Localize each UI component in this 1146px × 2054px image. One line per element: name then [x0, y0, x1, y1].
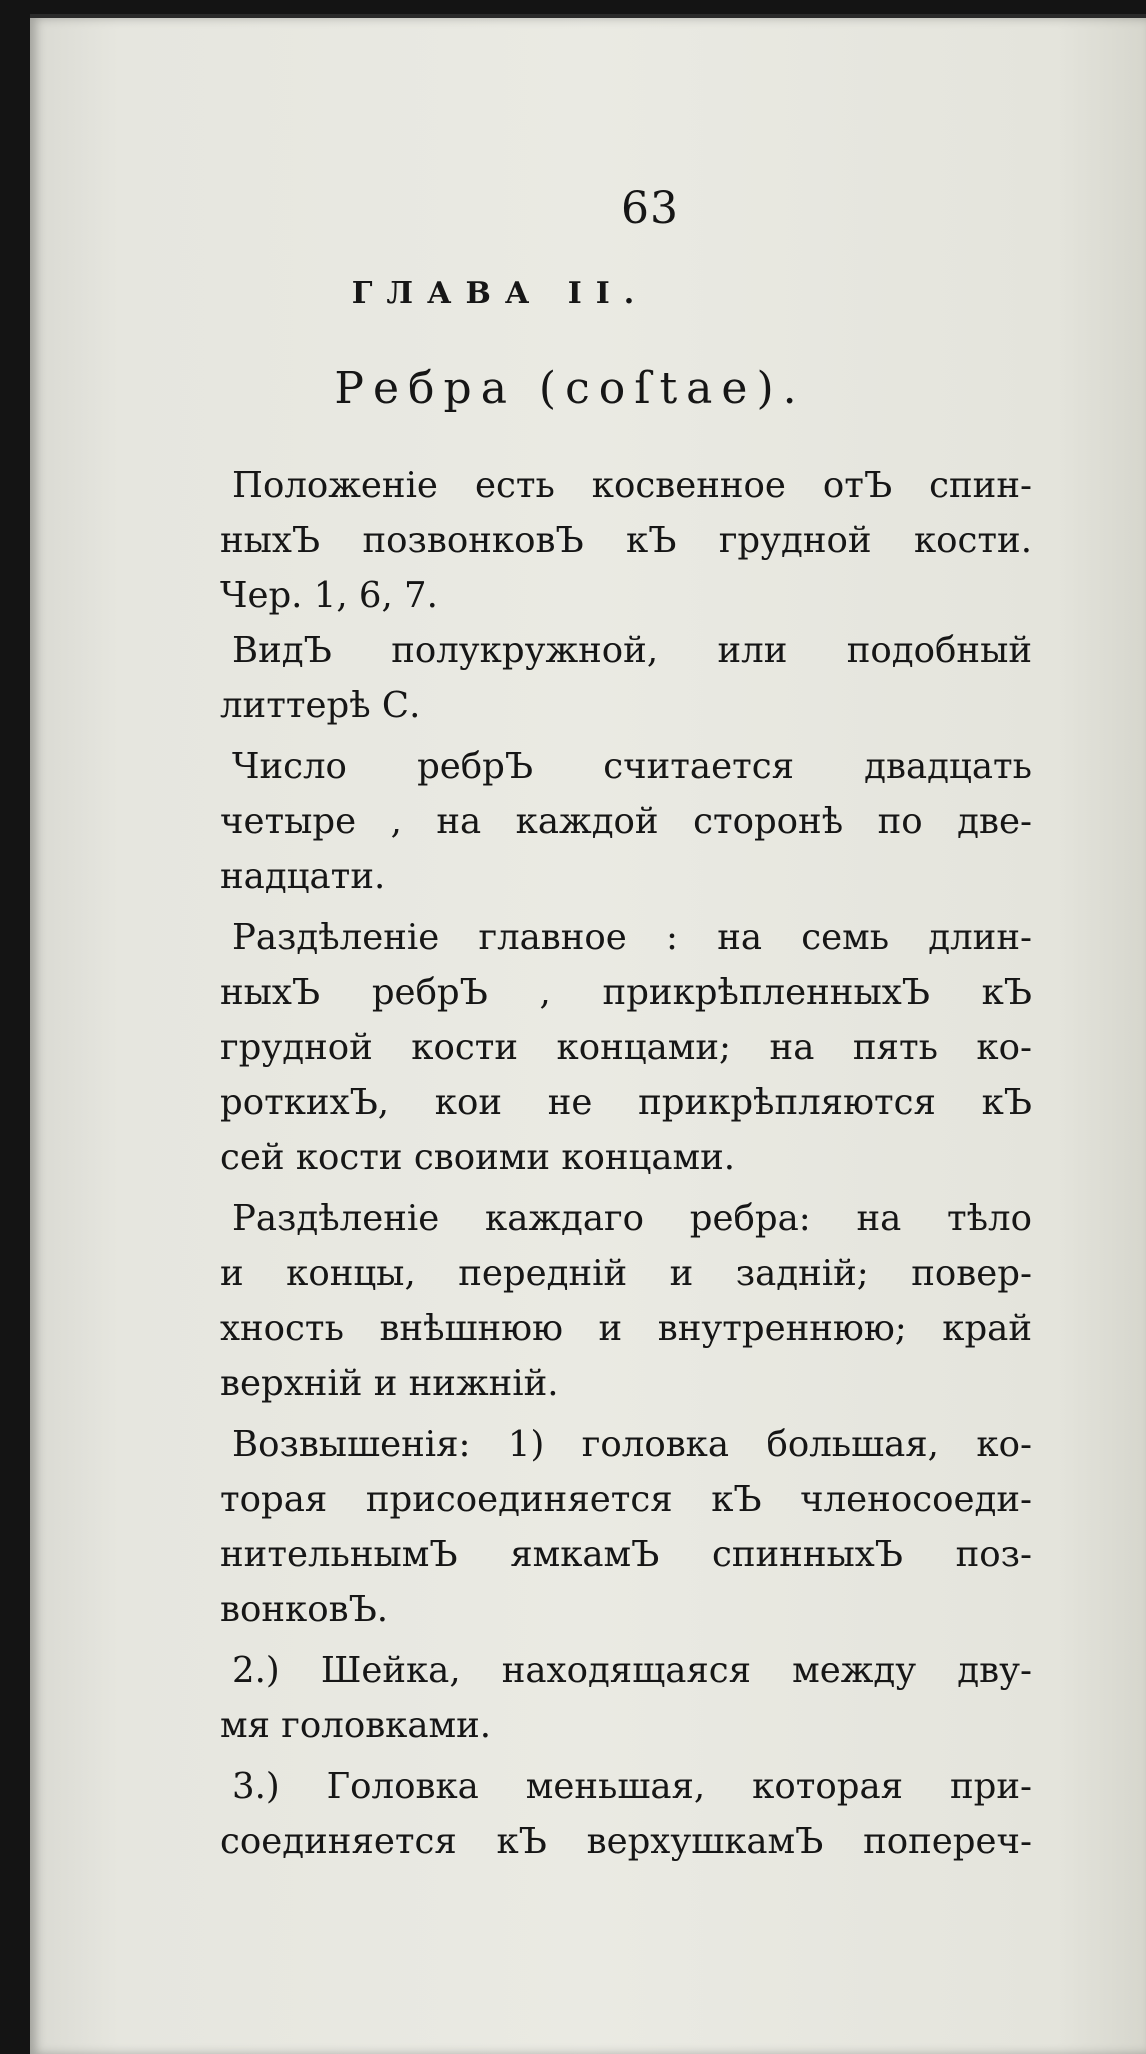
text-line: Возвышенія: 1) головка большая, ко-	[232, 1424, 1032, 1465]
text-line: торая присоединяется кЪ членосоеди-	[220, 1479, 1032, 1520]
chapter-heading: ГЛАВА II.	[351, 276, 649, 311]
text-line: Положеніе есть косвенное отЪ спин-	[232, 465, 1032, 506]
text-line: литтерѣ С.	[220, 685, 421, 726]
text-line: Чер. 1, 6, 7.	[220, 575, 438, 616]
text-line: четыре , на каждой сторонѣ по две-	[220, 801, 1032, 842]
text-line: вонковЪ.	[220, 1589, 389, 1630]
text-line: сей кости своими концами.	[220, 1137, 736, 1178]
book-page	[30, 14, 1146, 2054]
text-line: надцати.	[220, 856, 386, 897]
text-line: верхній и нижній.	[220, 1363, 559, 1404]
text-line: ВидЪ полукружной, или подобный	[232, 630, 1032, 671]
body-text	[220, 458, 1032, 1869]
text-line: мя головками.	[220, 1705, 492, 1746]
text-line: Раздѣленіе каждаго ребра: на тѣло	[232, 1198, 1032, 1239]
text-line: соединяется кЪ верхушкамЪ попереч-	[220, 1821, 1032, 1862]
text-line: ныхЪ позвонковЪ кЪ грудной кости.	[220, 520, 1032, 561]
section-title: Ребра (coſtae).	[334, 363, 806, 414]
text-line: и концы, передній и задній; повер-	[220, 1253, 1032, 1294]
text-line: 2.) Шейка, находящаяся между дву-	[232, 1650, 1032, 1691]
page-number: 63	[621, 183, 679, 234]
text-line: грудной кости концами; на пять ко-	[220, 1027, 1032, 1068]
text-line: Число ребрЪ считается двадцать	[232, 746, 1032, 787]
text-line: нительнымЪ ямкамЪ спинныхЪ поз-	[220, 1534, 1032, 1575]
text-line: 3.) Головка меньшая, которая при-	[232, 1766, 1032, 1807]
text-line: роткихЪ, кои не прикрѣпляются кЪ	[220, 1082, 1032, 1123]
text-line: хность внѣшнюю и внутреннюю; край	[220, 1308, 1032, 1349]
text-line: Раздѣленіе главное : на семь длин-	[232, 917, 1032, 958]
text-line: ныхЪ ребрЪ , прикрѣпленныхЪ кЪ	[220, 972, 1032, 1013]
